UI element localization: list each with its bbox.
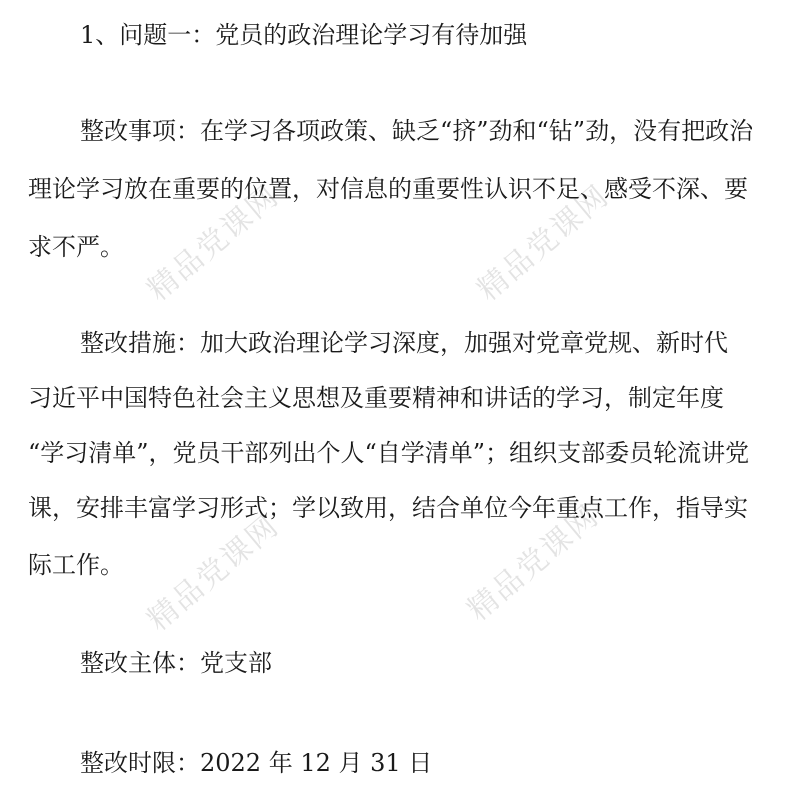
watermark: 精品党课网	[141, 178, 287, 309]
measures-line: “学习清单”，党员干部列出个人“自学清单”；组织支部委员轮流讲党	[28, 439, 750, 467]
deadline-line: 整改时限：2022 年 12 月 31 日	[80, 749, 433, 777]
watermark: 精品党课网	[141, 508, 287, 639]
measures-line: 整改措施：加大政治理论学习深度，加强对党章党规、新时代	[80, 329, 728, 357]
item-line: 理论学习放在重要的位置，对信息的重要性认识不足、感受不深、要	[28, 175, 748, 203]
item-line: 整改事项：在学习各项政策、缺乏“挤”劲和“钻”劲，没有把政治	[80, 117, 754, 145]
subject-line: 整改主体：党支部	[80, 649, 272, 677]
measures-line: 习近平中国特色社会主义思想及重要精神和讲话的学习，制定年度	[28, 384, 724, 412]
watermark: 精品党课网	[471, 178, 617, 309]
measures-line: 课，安排丰富学习形式；学以致用，结合单位今年重点工作，指导实	[28, 494, 748, 522]
measures-line: 际工作。	[28, 551, 124, 579]
watermark: 精品党课网	[461, 498, 607, 629]
issue-heading: 1、问题一：党员的政治理论学习有待加强	[80, 21, 528, 49]
item-line: 求不严。	[28, 233, 124, 261]
